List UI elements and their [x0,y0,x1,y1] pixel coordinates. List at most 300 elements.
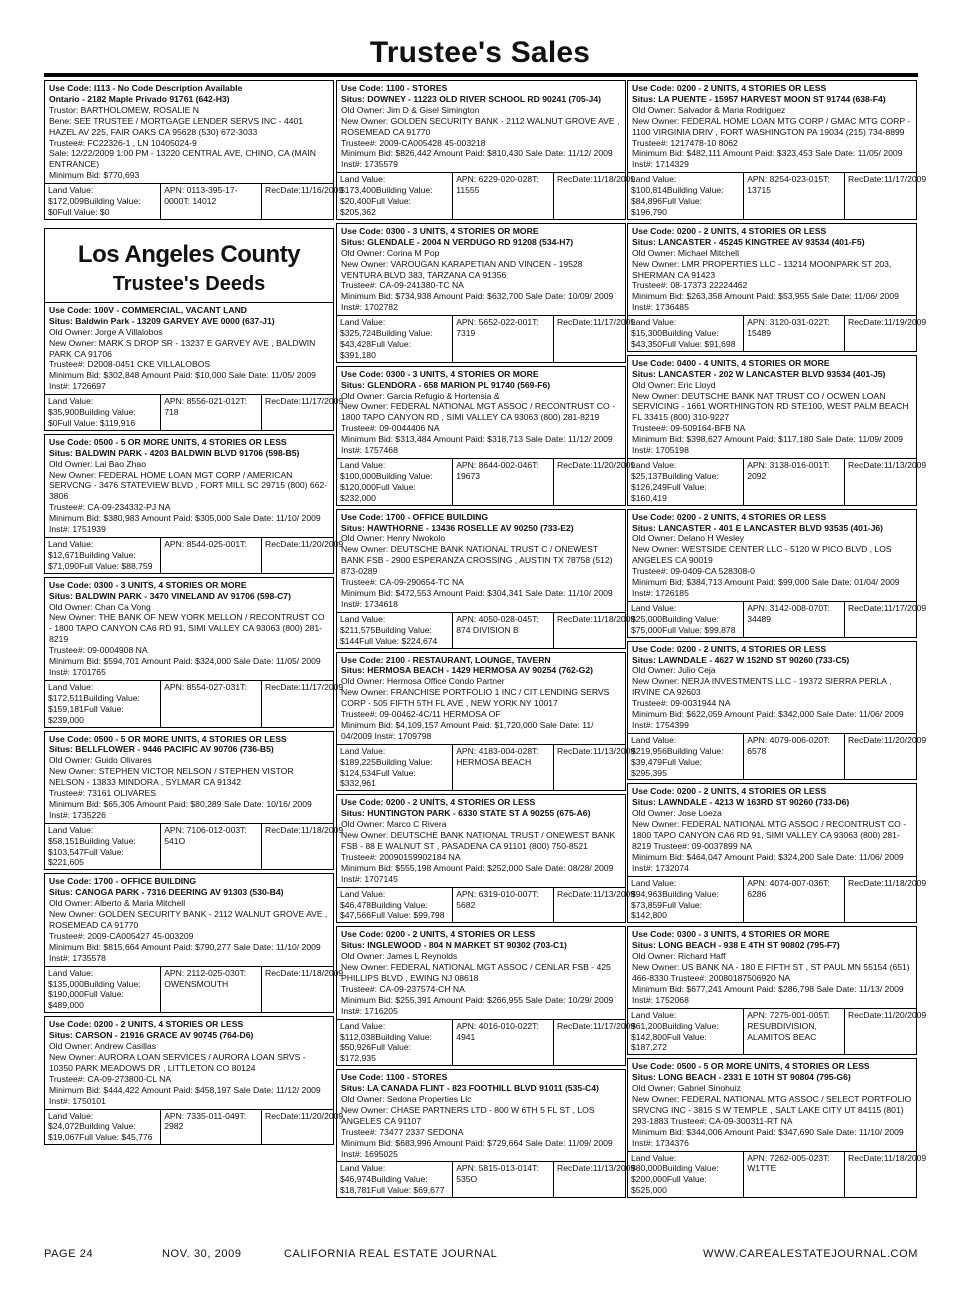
building-value: Building Value: $71,090 [48,549,136,571]
trustee-record [44,434,344,574]
record-line: New Owner: FRANCHISE PORTFOLIO 1 INC / CIT LENDING SERVS CORP - 505 FIFTH 5TH FL AVE , NEW YORK NY 10017 [341,687,610,709]
record-details [45,578,333,680]
record-line: Trustee#: 09-0031944 NA [632,698,731,709]
tract: T: 718 [164,396,247,418]
recdate-value: 11/18/2009 [883,877,927,888]
record-line: Situs: BALDWIN PARK - 3470 VINELAND AV 91706 (598-C7) [49,590,291,601]
record-line: New Owner: FEDERAL NATIONAL MTG ASSOC / RECONTRUST CO - 1800 TAPO CANYON CA6 RD 91, SIMI VALLEY CA 93063 (800) 281-8219 Trustee#: 09-0037899 NA [632,819,907,851]
recdate-label: RecDate: [847,460,884,470]
record-values-grid [45,823,344,870]
recdate-value: 11/20/2009 [300,539,344,549]
values-cell [337,1162,452,1197]
values-cell [628,173,743,219]
recdate-label: RecDate: [847,877,884,888]
land-value: Land Value: $189,225 [340,745,386,767]
apn: APN: 6319-010-007 [456,888,533,899]
record-line: Use Code: 0300 - 3 UNITS, 4 STORIES OR MORE [341,225,539,236]
recdate-label: RecDate: [847,174,884,185]
apn-cell [160,824,261,870]
record-details [628,224,916,315]
record-line: Old Owner: Richard Haff [632,951,726,962]
record-line: Old Owner: Jorge A Villalobos [49,326,163,337]
building-value: Building Value: $84,896 [631,185,724,207]
recdate-cell [553,459,636,505]
recdate-label: RecDate: [847,1152,884,1163]
record-line: Old Owner: Hermosa Office Condo Partner [341,676,505,687]
record-line: New Owner: STEPHEN VICTOR NELSON / STEPHEN VISTOR NELSON - 13833 MINDORA , SYLMAR CA 91342 [49,766,294,788]
apn-cell [160,395,261,430]
record-line: Situs: BELLFLOWER - 9446 PACIFIC AV 90706 (736-B5) [49,744,274,755]
footer-page-number: PAGE 24 [44,1248,94,1260]
trustee-record [44,80,344,220]
trustee-record [336,794,636,923]
apn-cell [743,1009,844,1055]
record-line: Old Owner: Henry Nwokolo [341,533,446,544]
apn: APN: 8544-025-001 [164,539,241,549]
recdate-value: 11/13/2009 [592,1163,636,1174]
record-line: Old Owner: Jose Loeza [632,808,722,819]
values-cell [45,824,160,870]
record-line: New Owner: WESTSIDE CENTER LLC - 5120 W PICO BLVD , LOS ANGELES CA 90019 [632,544,892,566]
recdate-label: RecDate: [556,745,593,756]
los-angeles-county-header [44,228,334,302]
tract: T: 19673 [456,460,539,481]
recdate-value: 11/17/2009 [883,602,927,613]
recdate-value: 11/16/2009 [300,185,344,196]
apn: APN: 7262-005-023 [747,1152,824,1163]
values-cell [45,395,160,430]
land-value: Land Value: $58,151 [48,824,94,846]
record-line: Old Owner: James L Reynolds [341,951,458,962]
recdate-cell [553,613,636,648]
record-line: Trustee#: 73161 OLIVARES [49,788,157,799]
record-line: New Owner: GOLDEN SECURITY BANK - 2112 WALNUT GROVE AVE , ROSEMEAD CA 91770 [49,909,328,930]
full-value: Full Value: $391,180 [340,338,412,360]
record-line: Use Code: 0300 - 3 UNITS, 4 STORIES OR MORE [49,579,247,590]
record-line: Trustee#: 73477 2337 SEDONA [341,1126,464,1137]
record-values-grid [45,966,344,1013]
recdate-label: RecDate: [556,888,593,899]
values-cell [45,538,160,573]
full-value: Full Value: $221,605 [48,846,124,868]
recdate-cell [844,173,927,219]
record-line: Use Code: 1100 - STORES [341,83,448,93]
record-values-grid [45,680,344,727]
apn-cell [743,459,844,505]
record-line: Trustee#: CA-09-241380-TC NA [341,280,464,291]
values-cell [628,602,743,637]
record-line: Minimum Bid: $263,358 Amount Paid: $53,955 Sale Date: 11/06/ 2009 Inst#: 1736485 [632,291,899,313]
values-cell [45,184,160,219]
record-line: New Owner: FEDERAL NATIONAL MGT ASSOC / CENLAR FSB - 425 PHILLIPS BLVD , EWING NJ 08618 [341,962,611,983]
record-line: Minimum Bid: $444,422 Amount Paid: $458,197 Sale Date: 11/12/ 2009 Inst#: 1750101 [49,1084,321,1106]
record-line: Use Code: 0200 - 2 UNITS, 4 STORIES OR LESS [632,643,827,654]
record-line: New Owner: GOLDEN SECURITY BANK - 2112 WALNUT GROVE AVE , ROSEMEAD CA 91770 [341,115,620,137]
record-line: Use Code: 0200 - 2 UNITS, 4 STORIES OR LESS [632,83,827,93]
tract: T: [240,539,247,549]
record-line: Situs: CANOGA PARK - 7316 DEERING AV 91303 (530-B4) [49,887,284,898]
record-details [45,81,333,183]
recdate-label: RecDate: [264,824,301,835]
record-line: Situs: CARSON - 21916 GRACE AV 90745 (764-D6) [49,1030,254,1041]
record-line: New Owner: LMR PROPERTIES LLC - 13214 MOONPARK ST 203, SHERMAN CA 91423 [632,258,892,280]
building-value: Building Value: $47,566 [340,899,428,921]
record-line: Use Code: 0400 - 4 UNITS, 4 STORIES OR MORE [632,357,830,368]
land-value: Land Value: $25,137 [631,460,677,481]
record-values-grid [337,744,636,791]
record-line: Old Owner: Chan Ca Vong [49,601,151,612]
recdate-cell [553,1020,636,1066]
building-value: Building Value: $50,926 [340,1031,432,1053]
record-line: Trustee#: 09-00462-4C/11 HERMOSA OF [341,709,501,720]
apn: APN: 8644-002-046 [456,460,533,470]
record-line: Old Owner: Guido Olivares [49,755,152,766]
full-value: Full Value: $295,395 [631,756,703,778]
trustee-record [627,926,927,1055]
building-value: Building Value: $142,800 [631,1020,719,1042]
record-line: Use Code: 0200 - 2 UNITS, 4 STORIES OR LESS [341,797,536,808]
tract: T: 13715 [747,174,830,196]
trustee-record [627,355,927,506]
record-line: Trustee#: D2008-0451 CKE VILLALOBOS [49,359,211,370]
record-line: Minimum Bid: $734,938 Amount Paid: $632,700 Sale Date: 10/09/ 2009 Inst#: 1702782 [341,291,614,313]
apn-cell [452,1020,553,1066]
full-value: Full Value: $489,000 [48,989,124,1011]
record-line: Situs: INGLEWOOD - 804 N MARKET ST 90302 (703-C1) [341,940,567,951]
full-value: Full Value: $172,935 [340,1042,412,1064]
apn-cell [743,602,844,637]
record-details [628,510,916,601]
record-line: New Owner: FEDERAL NATIONAL MTG ASSOC / SELECT PORTFOLIO SRVCNG INC - 3815 S W TEMPLE , SALT LAKE CITY UT 84115 (801) 293-1883 Trustee#: CA-09-300311-RT NA [632,1094,912,1126]
recdate-value: 11/17/2009 [883,174,927,185]
full-value: Full Value: $88,759 [79,560,153,571]
record-line: Sale: 12/22/2009 1:00 PM - 13220 CENTRAL AVE, CHINO, CA (MAIN ENTRANCE) [49,148,317,170]
apn-cell [743,316,844,351]
record-line: Minimum Bid: $255,391 Amount Paid: $266,955 Sale Date: 10/29/ 2009 Inst#: 1716205 [341,994,614,1016]
building-value: Building Value: $124,534 [340,756,433,778]
land-value: Land Value: $25,000 [631,602,677,624]
recdate-cell [553,173,636,219]
record-line: Old Owner: Marco C Rivera [341,819,447,830]
apn-cell [743,877,844,923]
column-2 [336,80,636,1201]
trustee-record [336,223,636,363]
county-subtitle: Trustee's Deeds [112,272,266,295]
record-line: Use Code: 0300 - 3 UNITS, 4 STORIES OR MORE [632,929,830,940]
record-line: Minimum Bid: $683,996 Amount Paid: $729,664 Sale Date: 11/09/ 2009 Inst#: 1695025 [341,1137,613,1159]
apn-cell [743,173,844,219]
recdate-label: RecDate: [264,539,301,549]
record-line: Old Owner: Andrew Casillas [49,1041,156,1052]
values-cell [45,967,160,1013]
record-details [45,303,333,394]
record-line: New Owner: CHASE PARTNERS LTD - 800 W 6TH 5 FL ST , LOS ANGELES CA 91107 [341,1104,595,1126]
record-line: Use Code: 0200 - 2 UNITS, 4 STORIES OR LESS [632,786,827,797]
record-details [337,224,625,315]
record-line: Bene: SEE TRUSTEE / MORTGAGE LENDER SERVS INC - 4401 HAZEL AV 225, FAIR OAKS CA 95628 (530) 672-3033 [49,115,304,137]
land-value: Land Value: $219,956 [631,734,677,756]
land-value: Land Value: $35,900 [48,396,94,418]
land-value: Land Value: $15,300 [631,317,677,339]
record-line: Situs: HAWTHORNE - 13436 ROSELLE AV 90250 (733-E2) [341,522,574,533]
apn: APN: 4016-010-022 [456,1020,533,1031]
recdate-cell [844,459,927,505]
recdate-cell [553,745,636,791]
record-values-grid [337,887,636,923]
values-cell [45,681,160,727]
full-value: Full Value: $99,878 [662,624,736,635]
record-details [628,356,916,458]
record-line: Trustee#: CA-09-290654-TC NA [341,577,464,588]
record-line: Use Code: 0200 - 2 UNITS, 4 STORIES OR LESS [49,1019,244,1030]
record-details [337,795,625,886]
recdate-cell [844,877,927,923]
recdate-value: 11/17/2009 [300,396,344,407]
tract: T: HERMOSA BEACH [456,745,539,767]
record-details [45,435,333,537]
record-line: Old Owner: Julio Ceja [632,665,716,676]
recdate-cell [844,316,927,351]
land-value: Land Value: $211,575 [340,613,386,635]
record-line: Situs: LA PUENTE - 15957 HARVEST MOON ST 91744 (638-F4) [632,93,886,104]
record-line: Use Code: 1700 - OFFICE BUILDING [341,511,489,522]
building-value: Building Value: $200,000 [631,1163,719,1185]
record-details [337,927,625,1018]
record-line: Minimum Bid: $622,059 Amount Paid: $342,000 Sale Date: 11/06/ 2009 Inst#: 1754399 [632,709,904,730]
recdate-label: RecDate: [264,396,301,407]
record-details [337,510,625,612]
recdate-label: RecDate: [556,613,593,624]
tract: T: RESUBDIVISION, ALAMITOS BEAC [747,1009,830,1042]
record-line: Situs: LA CANADA FLINT - 823 FOOTHILL BLVD 91011 (535-C4) [341,1083,599,1094]
footer-date: NOV. 30, 2009 [162,1248,242,1260]
recdate-cell [844,1009,927,1055]
record-line: Trustee#: 09-0409-CA 528308-0 [632,566,755,577]
record-line: Old Owner: Alberto & Maria Mitchell [49,898,186,909]
apn-cell [452,1162,553,1197]
page-title: Trustee's Sales [369,36,591,69]
full-value: Full Value: $232,000 [340,481,416,503]
land-value: Land Value: $112,038 [340,1020,386,1042]
building-value: Building Value: $43,350 [631,328,719,349]
tract: T: 14012 [183,196,217,207]
full-value: Full Value: $142,800 [631,899,703,921]
building-value: Building Value: $43,428 [340,328,433,349]
tract: T: 541O [164,824,247,846]
record-line: Use Code: 0500 - 5 OR MORE UNITS, 4 STORIES OR LESS [632,1061,870,1072]
recdate-value: 11/17/2009 [592,1020,636,1031]
record-values-grid [628,315,927,351]
recdate-cell [553,888,636,923]
record-line: Situs: HERMOSA BEACH - 1429 HERMOSA AV 90254 (762-G2) [341,665,593,676]
apn-cell [452,316,553,362]
record-line: New Owner: DEUTSCHE BANK NATIONAL TRUST C / ONEWEST BANK FSB - 2900 ESPERANZA CROSSING , AUSTIN TX 78758 (512) 873-0289 [341,544,613,577]
record-line: Trustee#: CA-09-234332-PJ NA [49,502,171,513]
record-details [337,81,625,172]
recdate-cell [261,967,344,1013]
record-values-grid [45,394,344,430]
column-3 [627,80,927,1201]
land-value: Land Value: $12,671 [48,539,94,560]
full-value: Full Value: $239,000 [48,703,124,725]
record-line: Trustee#: 09-0044406 NA [341,423,440,434]
record-line: Use Code: 0200 - 2 UNITS, 4 STORIES OR LESS [632,511,827,522]
record-values-grid [628,733,927,780]
apn: APN: 3142-008-070 [747,602,824,613]
record-line: New Owner: NERJA INVESTMENTS LLC - 19372 SIERRA PERLA , IRVINE CA 92603 [632,676,892,698]
record-line: Situs: LANCASTER - 45245 KINGTREE AV 93534 (401-F5) [632,236,865,247]
recdate-label: RecDate: [556,317,593,328]
footer-url: WWW.CAREALESTATEJOURNAL.COM [702,1248,918,1260]
record-line: Old Owner: Salvador & Maria Rodriguez [632,104,786,115]
full-value: Full Value: $69,677 [371,1185,445,1196]
apn: APN: 4050-028-045 [456,613,533,624]
record-line: Use Code: 1700 - OFFICE BUILDING [49,876,197,887]
apn-cell [743,1152,844,1198]
recdate-label: RecDate: [264,1110,301,1121]
land-value: Land Value: $46,974 [340,1163,386,1185]
land-value: Land Value: $172,009 [48,185,94,207]
record-details [628,784,916,875]
record-line: Trustee#: 09-509164-BFB NA [632,423,746,434]
recdate-value: 11/18/2009 [300,967,344,978]
column-1 [44,80,344,1148]
record-line: Use Code: 0200 - 2 UNITS, 4 STORIES OR LESS [632,225,827,236]
apn: APN: 5815-013-014 [456,1163,533,1174]
trustee-record [44,1016,344,1145]
tract: T: 6578 [747,734,830,756]
apn: APN: 0113-395-17-0000 [164,185,238,207]
title-rule [44,73,918,77]
full-value: Full Value: $119,916 [57,417,136,428]
trustee-record [336,80,636,220]
full-value: Full Value: $525,000 [631,1174,707,1196]
tract: T: W1TTE [747,1152,830,1174]
tract: T: 4941 [456,1020,539,1042]
apn: APN: 4074-007-036 [747,877,824,888]
record-values-grid [628,876,927,923]
record-values-grid [628,172,927,219]
record-line: Old Owner: Eric Lloyd [632,379,716,390]
record-line: Situs: LONG BEACH - 938 E 4TH ST 90802 (795-F7) [632,940,840,951]
building-value: Building Value: $126,249 [631,470,719,492]
recdate-label: RecDate: [264,185,301,196]
record-line: Situs: LAWNDALE - 4213 W 163RD ST 90260 (733-D6) [632,797,850,808]
record-line: Trustee#: 2009-CA005428 45-003218 [341,137,486,148]
tract: T: 11555 [456,174,539,196]
record-values-grid [45,183,344,219]
values-cell [337,1020,452,1066]
values-cell [337,173,452,219]
record-values-grid [337,315,636,362]
land-value: Land Value: $100,814 [631,174,677,196]
record-line: Trustee#: 20090159902184 NA [341,851,461,862]
building-value: Building Value: $103,547 [48,835,136,857]
building-value: Building Value: $73,859 [631,888,719,910]
values-cell [628,734,743,780]
building-value: Building Value: $19,067 [48,1121,136,1143]
record-line: Old Owner: Gabriel Sinohuiz [632,1083,741,1094]
recdate-label: RecDate: [847,1009,884,1020]
tract: T: 6286 [747,877,830,899]
trustee-record [44,731,344,871]
trustee-record [627,223,927,352]
record-values-grid [628,1151,927,1198]
recdate-cell [261,184,344,219]
record-details [628,642,916,733]
land-value: Land Value: $24,072 [48,1110,94,1132]
record-details [45,1017,333,1108]
record-line: Minimum Bid: $555,198 Amount Paid: $252,000 Sale Date: 08/28/ 2009 Inst#: 1707145 [341,862,614,884]
values-cell [337,888,452,923]
record-values-grid [628,1008,927,1055]
recdate-cell [261,824,344,870]
apn-cell [160,681,261,727]
building-value: Building Value: $18,781 [340,1174,428,1196]
apn-cell [160,1110,261,1145]
recdate-label: RecDate: [556,1020,593,1031]
county-title: Los Angeles County [77,240,301,268]
apn: APN: 2112-025-030 [164,967,240,978]
values-cell [628,316,743,351]
apn: APN: 8554-027-031 [164,681,241,692]
values-cell [45,1110,160,1145]
record-line: Minimum Bid: $770,693 [49,170,140,181]
apn-cell [160,184,261,219]
land-value: Land Value: $172,511 [48,681,94,703]
record-line: New Owner: US BANK NA - 180 E FIFTH ST , ST PAUL MN 55154 (651) 466-8330 Trustee#: 20080187506920 NA [632,962,910,983]
record-values-grid [337,1019,636,1066]
record-line: Minimum Bid: $482,111 Amount Paid: $323,453 Sale Date: 11/05/ 2009 Inst#: 1714329 [632,148,903,170]
record-values-grid [337,612,636,648]
full-value: Full Value: $91,698 [662,338,736,349]
trustee-record [44,302,344,431]
land-value: Land Value: $100,000 [340,460,386,481]
recdate-label: RecDate: [556,1163,593,1174]
apn: APN: 4183-004-028 [456,745,533,756]
recdate-value: 11/18/2009 [592,613,636,624]
recdate-label: RecDate: [264,681,301,692]
land-value: Land Value: $135,000 [48,967,94,989]
record-line: Minimum Bid: $398,627 Amount Paid: $117,180 Sale Date: 11/09/ 2009 Inst#: 1705198 [632,434,904,456]
record-line: Minimum Bid: $826,442 Amount Paid: $810,430 Sale Date: 11/12/ 2009 Inst#: 1735579 [341,148,613,170]
tract: T: OWENSMOUTH [164,967,247,989]
recdate-value: 11/20/2009 [300,1110,344,1121]
full-value: Full Value: $332,961 [340,767,416,789]
record-line: Situs: LANCASTER - 202 W LANCASTER BLVD 93534 (401-J5) [632,368,886,379]
apn: APN: 5652-022-001 [456,317,533,328]
land-value: Land Value: $80,000 [631,1152,677,1174]
recdate-label: RecDate: [556,174,593,185]
apn: APN: 3120-031-022 [747,317,824,328]
record-line: Minimum Bid: $384,713 Amount Paid: $99,000 Sale Date: 01/04/ 2009 Inst#: 1726185 [632,577,900,598]
apn-cell [452,613,553,648]
recdate-value: 11/13/2009 [883,460,927,470]
record-details [45,732,333,823]
recdate-cell [553,1162,636,1197]
tract: T: 7319 [456,317,539,339]
record-details [337,1070,625,1161]
record-line: New Owner: AURORA LOAN SERVICES / AURORA LOAN SRVS - 10350 PARK MEADOWS DR , LITTLETON CO 80124 [49,1051,306,1073]
recdate-cell [844,1152,927,1198]
record-values-grid [337,458,636,505]
building-value: Building Value: $75,000 [631,613,719,635]
record-line: Minimum Bid: $380,983 Amount Paid: $305,000 Sale Date: 11/10/ 2009 Inst#: 1751939 [49,513,321,535]
tract: T: [240,681,247,692]
recdate-value: 11/18/2009 [592,174,636,185]
record-line: Old Owner: Jim D & Gisel Simington [341,104,480,115]
recdate-cell [553,316,636,362]
